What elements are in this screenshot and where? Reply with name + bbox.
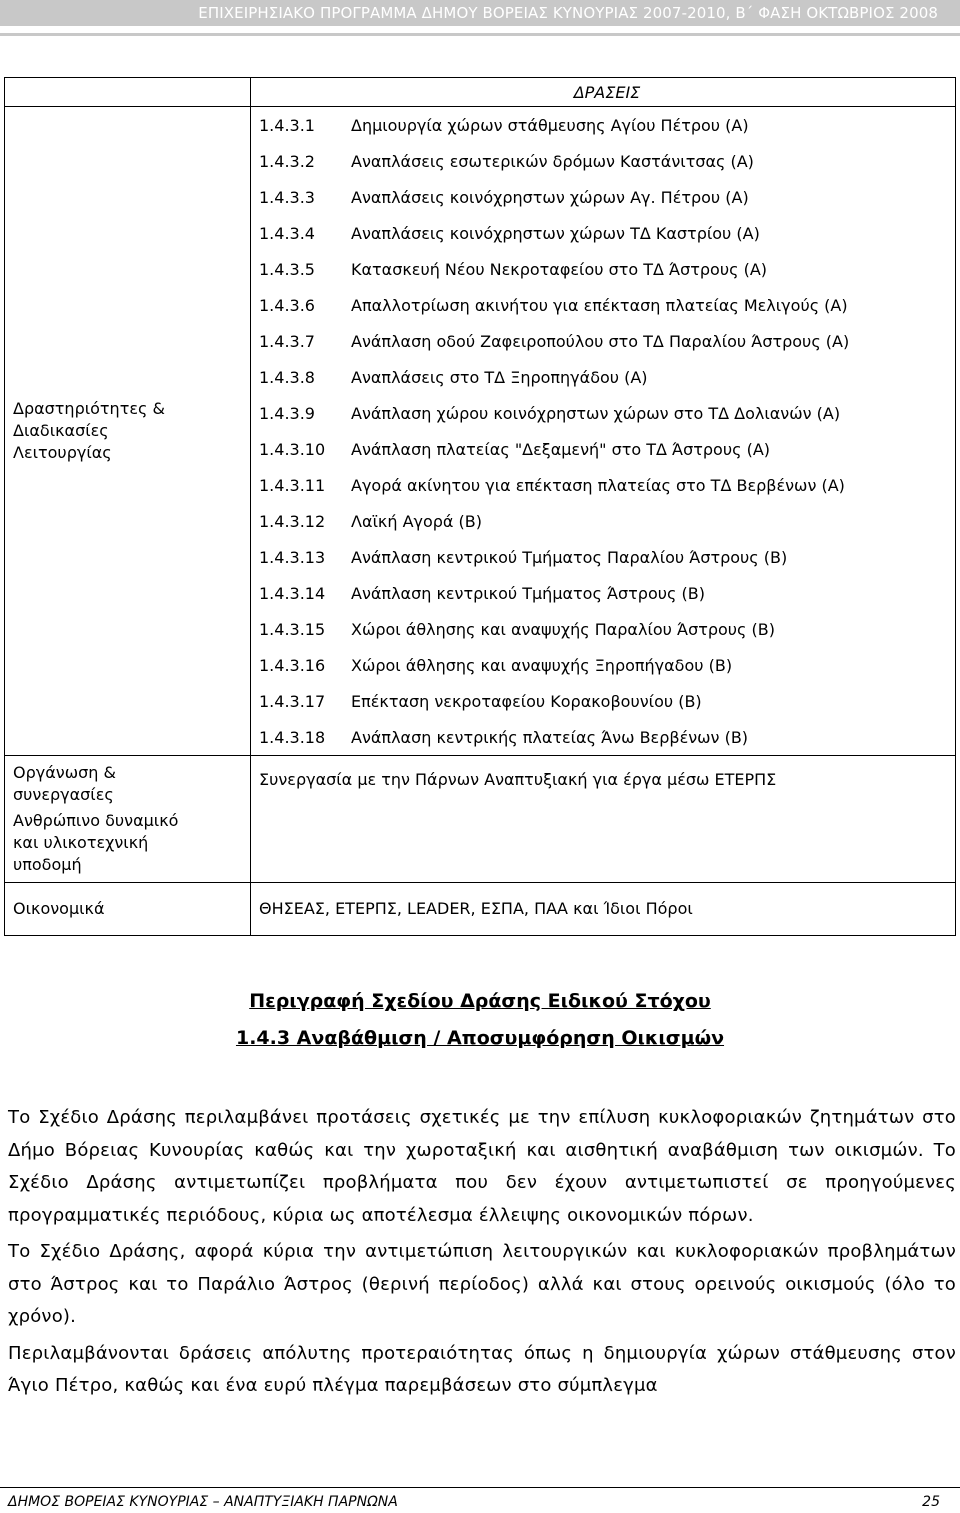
list-item: 1.4.3.6 Απαλλοτρίωση ακινήτου για επέκταση πλατείας Μελιγούς (Α) — [259, 295, 848, 315]
header-divider — [0, 33, 960, 36]
list-item: 1.4.3.4 Αναπλάσεις κοινόχρηστων χώρων ΤΔ Καστρίου (Α) — [259, 223, 760, 243]
organization-label: Οργάνωση & συνεργασίες Ανθρώπινο δυναμικό και υλικοτεχνική υποδομή — [5, 756, 251, 883]
list-item: 1.4.3.17 Επέκταση νεκροταφείου Κορακοβουνίου (Β) — [259, 691, 702, 711]
list-item: 1.4.3.7 Ανάπλαση οδού Ζαφειροπούλου στο ΤΔ Παραλίου Άστρους (Α) — [259, 331, 850, 351]
actions-list — [251, 107, 956, 756]
list-item: 1.4.3.15 Χώροι άθλησης και αναψυχής Παραλίου Άστρους (Β) — [259, 619, 775, 639]
table-row-activities — [5, 107, 956, 756]
list-item: 1.4.3.9 Ανάπλαση χώρου κοινόχρηστων χώρων στο ΤΔ Δολιανών (Α) — [259, 403, 841, 423]
list-item: 1.4.3.12 Λαϊκή Αγορά (Β) — [259, 511, 483, 531]
list-item: 1.4.3.8 Αναπλάσεις στο ΤΔ Ξηροπηγάδου (Α) — [259, 367, 648, 387]
paragraph: Το Σχέδιο Δράσης, αφορά κύρια την αντιμετώπιση λειτουργικών και κυκλοφοριακών προβλημάτων στο Άστρος και το Παράλιο Άστρος (θερινή περίοδος) αλλά και στους ορεινούς οικισμούς (όλο το χρόνο). — [8, 1241, 956, 1327]
list-item: 1.4.3.18 Ανάπλαση κεντρικής πλατείας Άνω Βερβένων (Β) — [259, 727, 749, 747]
list-item: 1.4.3.3 Αναπλάσεις κοινόχρηστων χώρων Αγ. Πέτρου (Α) — [259, 187, 749, 207]
list-item: 1.4.3.14 Ανάπλαση κεντρικού Τμήματος Άστρους (Β) — [259, 583, 705, 603]
footer-text: ΔΗΜΟΣ ΒΟΡΕΙΑΣ ΚΥΝΟΥΡΙΑΣ – ΑΝΑΠΤΥΞΙΑΚΗ ΠΑΡΝΩΝΑ — [8, 1494, 398, 1510]
table-row-heading — [5, 78, 956, 107]
actions-table — [4, 77, 956, 936]
page-number: 25 — [922, 1494, 940, 1510]
section-subtitle: 1.4.3 Αναβάθμιση / Αποσυμφόρηση Οικισμών — [235, 1027, 725, 1049]
collaboration-text: Συνεργασία με την Πάρνων Αναπτυξιακή για έργα μέσω ΕΤΕΡΠΣ — [259, 770, 777, 789]
list-item: 1.4.3.11 Αγορά ακίνητου για επέκταση πλατείας στο ΤΔ Βερβένων (Α) — [259, 475, 845, 495]
list-item: 1.4.3.5 Κατασκευή Νέου Νεκροταφείου στο ΤΔ Άστρους (Α) — [259, 259, 768, 279]
list-item: 1.4.3.13 Ανάπλαση κεντρικού Τμήματος Παραλίου Άστρους (Β) — [259, 547, 788, 567]
empty-label-cell — [5, 78, 251, 107]
footer-divider — [0, 1487, 960, 1488]
body-text — [8, 1102, 956, 1407]
page-header: ΕΠΙΧΕΙΡΗΣΙΑΚΟ ΠΡΟΓΡΑΜΜΑ ΔΗΜΟΥ ΒΟΡΕΙΑΣ ΚΥΝΟΥΡΙΑΣ 2007-2010, Β΄ ΦΑΣΗ ΟΚΤΩΒΡΙΟΣ 2008 — [0, 0, 960, 26]
page-footer — [8, 1494, 940, 1510]
list-item: 1.4.3.1 Δημιουργία χώρων στάθμευσης Αγίου Πέτρου (Α) — [259, 115, 749, 135]
activities-label: Δραστηριότητες & Διαδικασίες Λειτουργίας — [5, 107, 251, 756]
section-title: Περιγραφή Σχεδίου Δράσης Ειδικού Στόχου — [249, 990, 711, 1012]
resources-text: ΘΗΣΕΑΣ, ΕΤΕΡΠΣ, LEADER, ΕΣΠΑ, ΠΑΑ και Ίδιοι Πόροι — [259, 899, 693, 918]
table-row-finance — [5, 883, 956, 936]
actions-heading: ΔΡΑΣΕΙΣ — [573, 83, 641, 102]
list-item: 1.4.3.16 Χώροι άθλησης και αναψυχής Ξηροπήγαδου (Β) — [259, 655, 733, 675]
list-item: 1.4.3.10 Ανάπλαση πλατείας "Δεξαμενή" στο ΤΔ Άστρους (Α) — [259, 439, 770, 459]
paragraph: Περιλαμβάνονται δράσεις απόλυτης προτεραιότητας όπως η δημιουργία χώρων στάθμευσης στον Άγιο Πέτρο, καθώς και ένα ευρύ πλέγμα παρεμβάσεων στο σύμπλεγμα — [8, 1342, 956, 1396]
paragraph: Το Σχέδιο Δράσης περιλαμβάνει προτάσεις σχετικές με την επίλυση κυκλοφοριακών ζητημάτων στο Δήμο Βόρειας Κυνουρίας καθώς και την χωροταξική και αισθητική αναβάθμιση των οικισμών. Το Σχέδιο Δράσης αντιμετωπίζει προβλήματα που δεν έχουν αντιμετωπιστεί σε προηγούμενες προγραμματικές περιόδους, κύρια ως αποτέλεσμα έλλειψης οικονομικών πόρων. — [8, 1107, 956, 1226]
table-row-organization — [5, 756, 956, 883]
finance-label: Οικονομικά — [5, 883, 251, 936]
list-item: 1.4.3.2 Αναπλάσεις εσωτερικών δρόμων Καστάνιτσας (Α) — [259, 151, 754, 171]
